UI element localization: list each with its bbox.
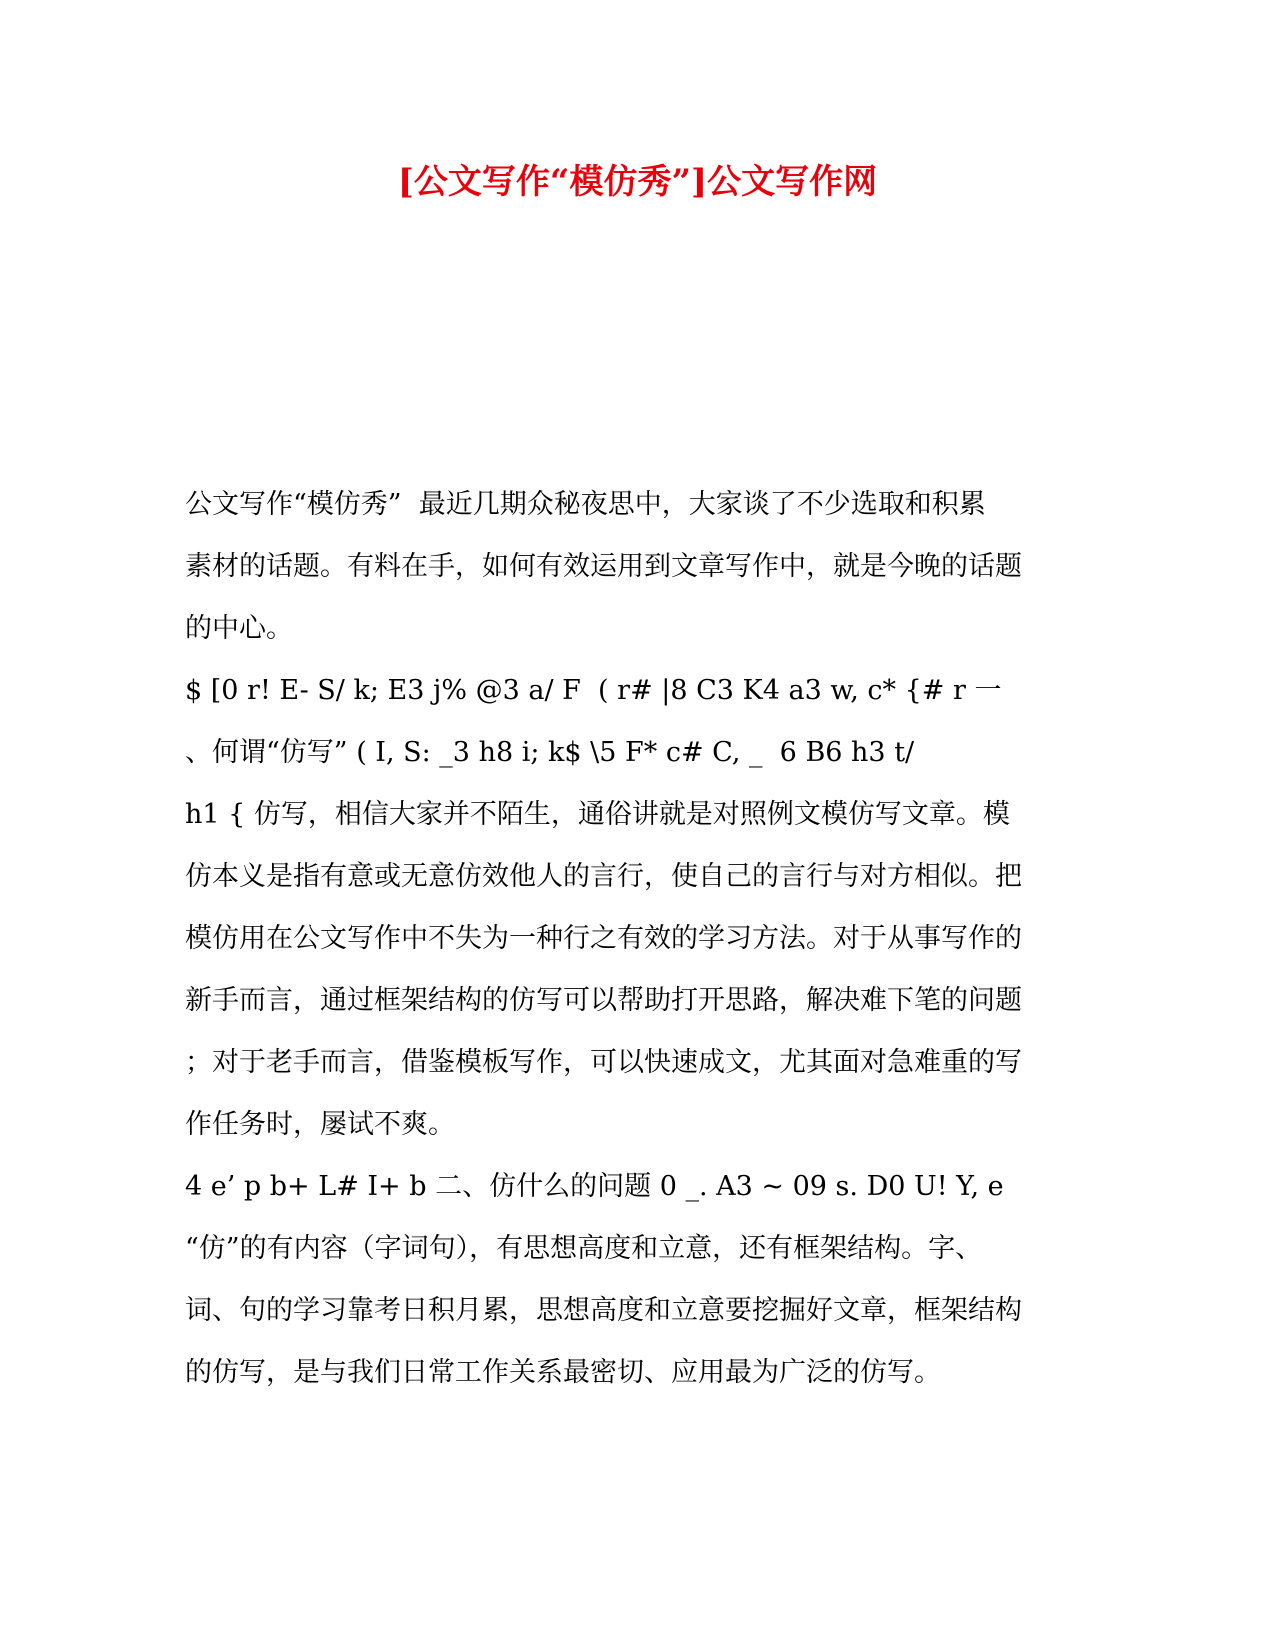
body-line-11: 作任务时，屡试不爽。 <box>185 1109 455 1140</box>
body-line-10: ；对于老手而言，借鉴模板写作，可以快速成文，尤其面对急难重的写 <box>185 1047 1022 1078</box>
document-body <box>185 474 1090 1404</box>
body-line-6: h1 { 仿写，相信大家并不陌生，通俗讲就是对照例文模仿写文章。模 <box>185 799 1010 830</box>
body-line-8: 模仿用在公文写作中不失为一种行之有效的学习方法。对于从事写作的 <box>185 923 1022 954</box>
body-line-12: 4 e’ p b+ L# I+ b 二、仿什么的问题 0 _. A3 ~ 09 s. D0 U! Y, e <box>185 1171 1004 1202</box>
body-line-2: 素材的话题。有料在手，如何有效运用到文章写作中，就是今晚的话题 <box>185 551 1022 582</box>
body-line-7: 仿本义是指有意或无意仿效他人的言行，使自己的言行与对方相似。把 <box>185 861 1022 892</box>
body-line-13: “仿”的有内容（字词句），有思想高度和立意，还有框架结构。字、 <box>185 1233 983 1264</box>
body-line-15: 的仿写，是与我们日常工作关系最密切、应用最为广泛的仿写。 <box>185 1357 941 1388</box>
body-line-9: 新手而言，通过框架结构的仿写可以帮助打开思路，解决难下笔的问题 <box>185 985 1022 1016</box>
body-line-1: 公文写作“模仿秀” 最近几期众秘夜思中，大家谈了不少选取和积累 <box>185 489 986 520</box>
body-line-4: $ [0 r! E- S/ k; E3 j% @3 a/ F ( r# |8 C3 K4 a3 w, c* {# r 一 <box>185 675 1002 706</box>
page-title: [公文写作“模仿秀”]公文写作网 <box>397 162 878 202</box>
body-line-5: 、何谓“仿写” ( I, S: _3 h8 i; k$ \5 F* c# C, _ 6 B6 h3 t/ <box>185 737 915 768</box>
body-line-14: 词、句的学习靠考日积月累，思想高度和立意要挖掘好文章，框架结构 <box>185 1295 1022 1326</box>
body-line-3: 的中心。 <box>185 613 293 644</box>
